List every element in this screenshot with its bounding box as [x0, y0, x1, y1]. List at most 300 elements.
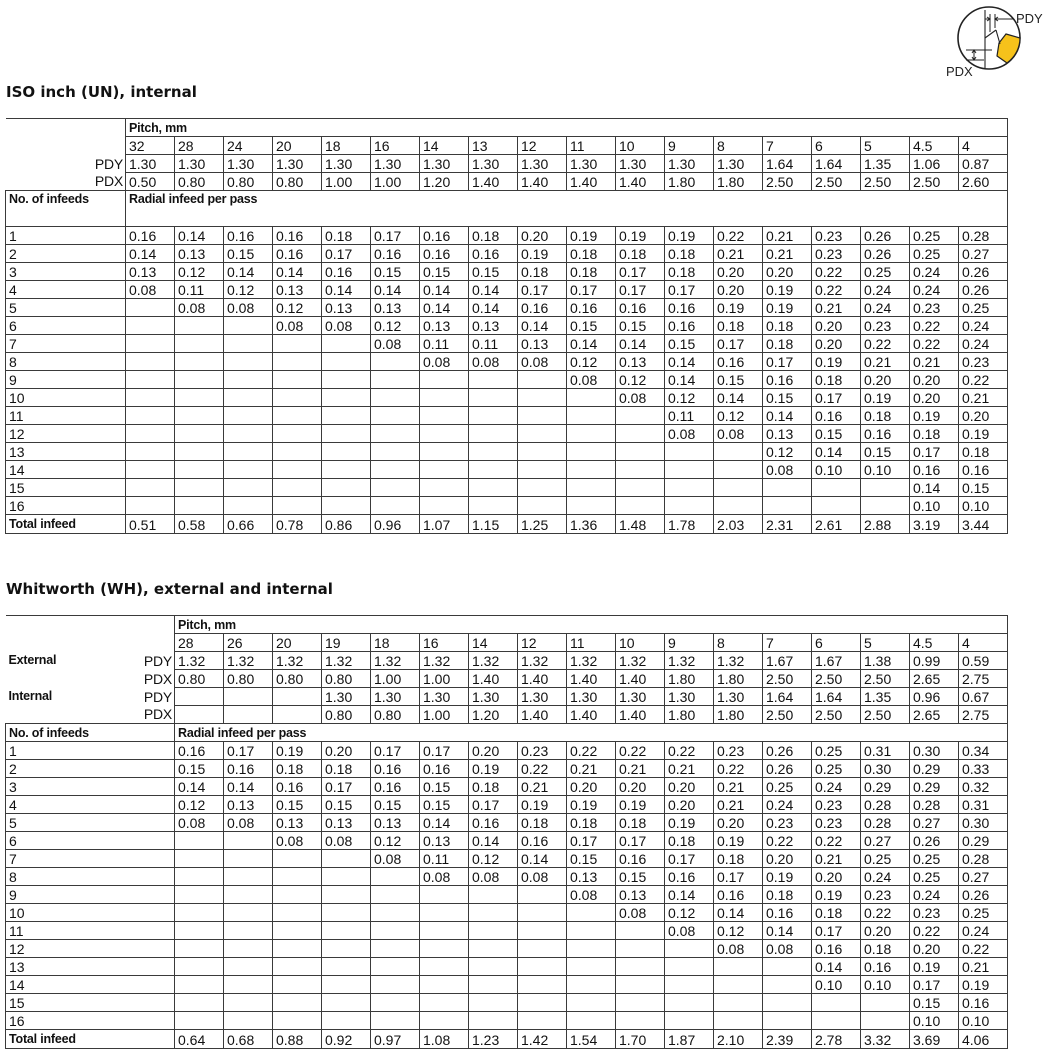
infeed-value — [420, 425, 469, 443]
infeed-number: 1 — [6, 742, 175, 760]
infeed-value — [469, 886, 518, 904]
total-value: 2.61 — [812, 515, 861, 534]
infeed-value: 0.10 — [959, 497, 1008, 515]
infeed-value: 0.19 — [567, 227, 616, 245]
infeed-value: 0.12 — [175, 796, 224, 814]
infeed-value: 0.18 — [763, 335, 812, 353]
infeed-value — [273, 353, 322, 371]
pdx-value: 0.50 — [126, 173, 175, 191]
infeed-value: 0.14 — [665, 353, 714, 371]
infeed-value: 0.12 — [763, 443, 812, 461]
infeed-value: 0.23 — [714, 742, 763, 760]
infeed-number: 15 — [6, 994, 175, 1012]
infeed-value: 0.19 — [812, 353, 861, 371]
infeed-value: 0.24 — [910, 263, 959, 281]
infeed-value — [322, 1012, 371, 1030]
infeed-value — [812, 994, 861, 1012]
pdx-value: 1.40 — [518, 706, 567, 724]
infeed-value — [518, 497, 567, 515]
infeed-value: 0.08 — [665, 425, 714, 443]
infeed-value: 0.23 — [763, 814, 812, 832]
infeed-value — [224, 868, 273, 886]
infeed-value — [126, 443, 175, 461]
pdx-value: 1.20 — [420, 173, 469, 191]
infeed-value: 0.16 — [714, 886, 763, 904]
total-value: 0.96 — [371, 515, 420, 534]
infeed-value: 0.12 — [371, 317, 420, 335]
infeed-value: 0.15 — [175, 760, 224, 778]
infeed-value: 0.14 — [420, 299, 469, 317]
pdx-value: 1.40 — [616, 706, 665, 724]
infeed-value: 0.15 — [420, 778, 469, 796]
infeed-value: 0.08 — [126, 281, 175, 299]
infeed-value: 0.28 — [959, 850, 1008, 868]
infeed-value: 0.16 — [518, 299, 567, 317]
infeed-value — [273, 922, 322, 940]
infeed-value: 0.30 — [910, 742, 959, 760]
infeed-value: 0.14 — [714, 904, 763, 922]
pitch-value: 14 — [420, 137, 469, 155]
table-row — [6, 317, 1008, 335]
infeed-value — [175, 335, 224, 353]
infeed-value: 0.17 — [714, 868, 763, 886]
pitch-value: 7 — [763, 137, 812, 155]
infeed-value — [518, 407, 567, 425]
infeed-number: 9 — [6, 886, 175, 904]
infeed-value: 0.26 — [763, 742, 812, 760]
infeed-value — [175, 922, 224, 940]
infeed-value — [322, 886, 371, 904]
infeed-value: 0.14 — [420, 814, 469, 832]
infeed-value: 0.24 — [910, 886, 959, 904]
infeed-value: 0.16 — [910, 461, 959, 479]
infeed-value — [224, 335, 273, 353]
infeed-value: 0.08 — [175, 299, 224, 317]
infeed-value — [322, 371, 371, 389]
infeed-value — [224, 940, 273, 958]
infeed-value: 0.16 — [959, 461, 1008, 479]
infeed-value — [420, 407, 469, 425]
infeed-value — [665, 497, 714, 515]
infeed-value — [518, 976, 567, 994]
infeed-value: 0.18 — [861, 940, 910, 958]
pdy-value: 1.30 — [469, 155, 518, 173]
infeed-value: 0.31 — [959, 796, 1008, 814]
infeed-number: 3 — [6, 778, 175, 796]
table-row — [6, 940, 1008, 958]
total-label: Total infeed — [6, 515, 126, 534]
infeed-value: 0.08 — [567, 886, 616, 904]
pdx-value: 1.40 — [616, 670, 665, 688]
total-value: 1.07 — [420, 515, 469, 534]
infeed-value — [371, 497, 420, 515]
infeed-value — [616, 1012, 665, 1030]
infeed-value — [273, 868, 322, 886]
infeed-value: 0.20 — [812, 317, 861, 335]
pdy-value: 1.30 — [518, 155, 567, 173]
total-value: 2.88 — [861, 515, 910, 534]
infeed-value: 0.18 — [567, 263, 616, 281]
infeed-value: 0.13 — [763, 425, 812, 443]
pdx-value — [224, 706, 273, 724]
infeed-value: 0.12 — [224, 281, 273, 299]
infeed-value — [714, 497, 763, 515]
infeed-value: 0.12 — [714, 407, 763, 425]
pdy-value: 1.30 — [126, 155, 175, 173]
infeed-value — [420, 994, 469, 1012]
infeed-value — [175, 461, 224, 479]
infeed-number: 10 — [6, 904, 175, 922]
pdy-value: 1.32 — [175, 652, 224, 670]
infeed-value — [224, 1012, 273, 1030]
total-value: 4.06 — [959, 1030, 1008, 1049]
total-value: 1.48 — [616, 515, 665, 534]
infeed-value: 0.19 — [910, 958, 959, 976]
table-row — [6, 796, 1008, 814]
infeed-number: 11 — [6, 922, 175, 940]
infeed-value: 0.18 — [763, 317, 812, 335]
infeed-value: 0.12 — [273, 299, 322, 317]
infeed-value: 0.15 — [910, 994, 959, 1012]
infeed-value: 0.08 — [518, 353, 567, 371]
pdy-value: 1.30 — [567, 155, 616, 173]
infeed-value — [224, 850, 273, 868]
infeed-value: 0.23 — [861, 886, 910, 904]
pdy-value — [175, 688, 224, 706]
pdx-value: 1.40 — [567, 706, 616, 724]
infeed-value — [322, 850, 371, 868]
infeed-value — [175, 1012, 224, 1030]
table-row — [6, 227, 1008, 245]
infeed-value: 0.24 — [861, 868, 910, 886]
infeed-value: 0.18 — [665, 245, 714, 263]
pdy-value: 1.30 — [175, 155, 224, 173]
pdx-value: 1.80 — [714, 670, 763, 688]
infeed-value — [224, 832, 273, 850]
pitch-value: 6 — [812, 137, 861, 155]
infeed-value: 0.21 — [812, 850, 861, 868]
infeed-value: 0.16 — [420, 227, 469, 245]
infeed-value: 0.16 — [224, 760, 273, 778]
infeed-value — [469, 958, 518, 976]
infeed-value — [371, 886, 420, 904]
infeed-value: 0.15 — [371, 263, 420, 281]
infeed-value: 0.21 — [714, 796, 763, 814]
table-row — [6, 742, 1008, 760]
infeeds-label: No. of infeeds — [6, 724, 175, 742]
infeed-value — [371, 425, 420, 443]
infeed-value: 0.18 — [910, 425, 959, 443]
infeed-value: 0.22 — [518, 760, 567, 778]
table-row — [6, 407, 1008, 425]
pdx-label: PDX — [94, 173, 123, 190]
infeed-value: 0.08 — [273, 317, 322, 335]
pdx-value: 2.50 — [763, 173, 812, 191]
pdx-value: 0.80 — [322, 670, 371, 688]
infeed-value: 0.18 — [616, 814, 665, 832]
infeed-value — [616, 994, 665, 1012]
infeed-value: 0.24 — [861, 299, 910, 317]
pdy-value: 1.32 — [224, 652, 273, 670]
infeed-value — [273, 479, 322, 497]
infeed-value: 0.08 — [763, 940, 812, 958]
pdx-value — [273, 706, 322, 724]
infeed-value: 0.19 — [616, 796, 665, 814]
infeed-value — [224, 407, 273, 425]
infeed-value: 0.18 — [861, 407, 910, 425]
infeed-value: 0.12 — [175, 263, 224, 281]
pdx-value: 2.60 — [959, 173, 1008, 191]
infeed-value: 0.15 — [959, 479, 1008, 497]
infeed-value — [665, 994, 714, 1012]
infeed-value — [518, 886, 567, 904]
total-value: 2.03 — [714, 515, 763, 534]
infeed-value: 0.14 — [175, 227, 224, 245]
infeed-value: 0.14 — [567, 335, 616, 353]
infeed-value: 0.22 — [812, 263, 861, 281]
infeed-value: 0.16 — [371, 760, 420, 778]
infeed-value: 0.18 — [567, 245, 616, 263]
infeed-value — [665, 958, 714, 976]
infeed-value: 0.10 — [812, 461, 861, 479]
pdx-value: 1.80 — [665, 670, 714, 688]
infeed-value — [273, 850, 322, 868]
infeed-value: 0.20 — [861, 371, 910, 389]
pdx-value: 2.50 — [861, 173, 910, 191]
infeed-value — [371, 958, 420, 976]
pdy-value: 1.64 — [812, 155, 861, 173]
infeed-value — [273, 1012, 322, 1030]
table-row — [6, 958, 1008, 976]
infeed-value: 0.29 — [861, 778, 910, 796]
infeed-value: 0.08 — [469, 353, 518, 371]
infeed-value: 0.21 — [665, 760, 714, 778]
infeed-value — [763, 976, 812, 994]
infeed-value — [616, 958, 665, 976]
infeed-value: 0.22 — [714, 760, 763, 778]
infeed-value — [469, 497, 518, 515]
pdy-value — [224, 688, 273, 706]
pdx-value: 2.50 — [910, 173, 959, 191]
pitch-value: 11 — [567, 634, 616, 652]
infeed-value: 0.19 — [959, 425, 1008, 443]
infeed-value: 0.23 — [812, 227, 861, 245]
infeed-value: 0.20 — [469, 742, 518, 760]
total-value: 0.66 — [224, 515, 273, 534]
infeed-number: 6 — [6, 317, 126, 335]
infeed-value — [616, 940, 665, 958]
infeed-value: 0.21 — [910, 353, 959, 371]
infeed-value: 0.22 — [910, 335, 959, 353]
row-label-spacer — [6, 137, 126, 155]
pdy-value: 1.30 — [420, 155, 469, 173]
infeed-value: 0.16 — [812, 940, 861, 958]
infeed-value — [224, 371, 273, 389]
infeed-value: 0.21 — [714, 778, 763, 796]
infeed-number: 14 — [6, 976, 175, 994]
pdy-value: 1.30 — [567, 688, 616, 706]
infeed-value: 0.19 — [616, 227, 665, 245]
infeed-value: 0.14 — [812, 443, 861, 461]
infeed-value — [224, 353, 273, 371]
infeeds-label: No. of infeeds — [6, 191, 126, 227]
pdy-value: 1.32 — [616, 652, 665, 670]
infeed-value: 0.17 — [812, 922, 861, 940]
pdx-value: 0.80 — [273, 670, 322, 688]
pitch-value: 7 — [763, 634, 812, 652]
pdx-value: 2.50 — [861, 670, 910, 688]
infeed-value: 0.16 — [371, 245, 420, 263]
infeed-value — [420, 461, 469, 479]
total-value: 2.39 — [763, 1030, 812, 1049]
infeed-value: 0.22 — [567, 742, 616, 760]
table-row — [6, 425, 1008, 443]
infeed-value — [371, 1012, 420, 1030]
infeed-value: 0.13 — [518, 335, 567, 353]
infeed-value — [371, 371, 420, 389]
infeed-value: 0.25 — [910, 868, 959, 886]
infeed-value — [518, 425, 567, 443]
infeed-value: 0.26 — [959, 263, 1008, 281]
total-value: 0.86 — [322, 515, 371, 534]
infeed-value: 0.10 — [861, 976, 910, 994]
infeed-value: 0.20 — [861, 922, 910, 940]
infeed-value — [616, 479, 665, 497]
infeed-value — [224, 317, 273, 335]
infeed-value: 0.28 — [910, 796, 959, 814]
infeed-number: 9 — [6, 371, 126, 389]
pdy-value: 1.30 — [273, 155, 322, 173]
infeed-value: 0.15 — [567, 317, 616, 335]
infeed-value: 0.22 — [910, 317, 959, 335]
infeed-value: 0.25 — [959, 904, 1008, 922]
pitch-value: 6 — [812, 634, 861, 652]
infeed-value — [469, 389, 518, 407]
infeed-value — [126, 371, 175, 389]
infeed-value — [714, 461, 763, 479]
pdy-value: 0.87 — [959, 155, 1008, 173]
infeed-value — [469, 407, 518, 425]
infeed-value — [175, 389, 224, 407]
infeed-value — [616, 425, 665, 443]
infeed-value: 0.24 — [812, 778, 861, 796]
infeed-value — [861, 497, 910, 515]
pdx-value: 2.65 — [910, 706, 959, 724]
infeed-value: 0.08 — [224, 814, 273, 832]
pdy-value: 1.30 — [371, 155, 420, 173]
pitch-value: 4 — [959, 137, 1008, 155]
infeed-value: 0.17 — [714, 335, 763, 353]
infeed-value: 0.16 — [812, 407, 861, 425]
infeed-value — [322, 940, 371, 958]
pitch-label: Pitch, mm — [126, 119, 1008, 137]
pdx-value: 1.40 — [518, 670, 567, 688]
infeed-value — [420, 904, 469, 922]
infeed-value — [224, 443, 273, 461]
total-value: 3.44 — [959, 515, 1008, 534]
infeed-value: 0.16 — [224, 227, 273, 245]
infeed-value: 0.22 — [861, 904, 910, 922]
pdy-value: 1.30 — [420, 688, 469, 706]
infeed-value: 0.22 — [812, 281, 861, 299]
infeed-value — [469, 461, 518, 479]
pitch-value: 28 — [175, 634, 224, 652]
pdy-value: 1.32 — [714, 652, 763, 670]
infeed-value: 0.32 — [959, 778, 1008, 796]
infeed-number: 6 — [6, 832, 175, 850]
total-row — [6, 515, 1008, 534]
infeed-value: 0.24 — [959, 922, 1008, 940]
infeed-value: 0.28 — [861, 796, 910, 814]
infeed-value: 0.16 — [763, 371, 812, 389]
infeed-value: 0.22 — [910, 922, 959, 940]
infeed-value — [469, 479, 518, 497]
infeed-value: 0.26 — [910, 832, 959, 850]
infeed-value: 0.18 — [812, 904, 861, 922]
diagram-pdy-label: PDY — [1016, 11, 1043, 26]
infeed-value: 0.19 — [812, 886, 861, 904]
infeed-value — [322, 479, 371, 497]
infeed-value — [175, 976, 224, 994]
infeed-value: 0.16 — [469, 814, 518, 832]
infeed-value: 0.19 — [763, 868, 812, 886]
infeed-value: 0.17 — [224, 742, 273, 760]
pitch-value: 32 — [126, 137, 175, 155]
infeed-value: 0.08 — [616, 904, 665, 922]
table-row — [6, 814, 1008, 832]
infeed-value: 0.14 — [224, 778, 273, 796]
infeed-value — [126, 479, 175, 497]
pdy-value: 1.30 — [616, 155, 665, 173]
infeed-value: 0.19 — [518, 245, 567, 263]
infeed-value: 0.15 — [420, 796, 469, 814]
infeed-number: 8 — [6, 868, 175, 886]
infeed-value: 0.20 — [763, 850, 812, 868]
infeed-value: 0.08 — [567, 371, 616, 389]
infeed-value: 0.17 — [322, 778, 371, 796]
table-row — [6, 299, 1008, 317]
infeed-value: 0.19 — [763, 281, 812, 299]
infeed-value — [714, 443, 763, 461]
infeed-value: 0.21 — [714, 245, 763, 263]
infeed-value — [567, 443, 616, 461]
infeed-value: 0.20 — [910, 940, 959, 958]
pdy-row — [6, 155, 1008, 173]
infeed-value: 0.10 — [812, 976, 861, 994]
infeed-value: 0.15 — [567, 850, 616, 868]
pdx-row — [6, 670, 1008, 688]
infeed-value: 0.23 — [518, 742, 567, 760]
infeed-value: 0.20 — [910, 389, 959, 407]
infeed-number: 4 — [6, 281, 126, 299]
infeed-value: 0.20 — [665, 796, 714, 814]
infeed-value — [567, 497, 616, 515]
infeed-value: 0.22 — [812, 832, 861, 850]
infeed-value — [420, 1012, 469, 1030]
pdy-value: 1.30 — [469, 688, 518, 706]
infeed-value — [175, 497, 224, 515]
pitch-label: Pitch, mm — [175, 616, 1008, 634]
infeed-value — [518, 443, 567, 461]
infeed-value — [763, 1012, 812, 1030]
pdx-value: 1.80 — [714, 706, 763, 724]
infeed-value — [175, 832, 224, 850]
infeed-value — [322, 389, 371, 407]
infeed-value: 0.15 — [763, 389, 812, 407]
infeed-value: 0.18 — [567, 814, 616, 832]
infeed-value: 0.17 — [616, 281, 665, 299]
total-value: 3.69 — [910, 1030, 959, 1049]
